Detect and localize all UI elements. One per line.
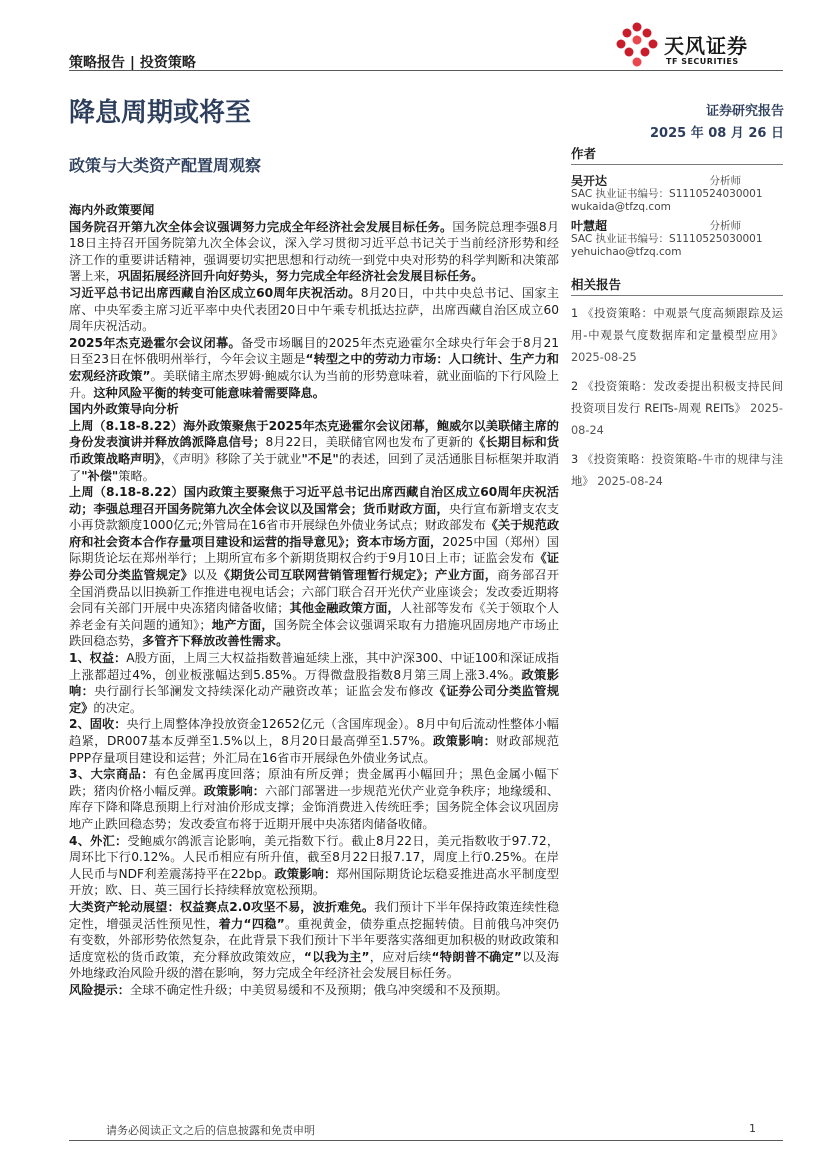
text-run: 2025中国（郑州）国际期货论坛在郑州举行；上期所宣布多个新期货期权合约于9月10日上市；证监会发布: [69, 534, 559, 566]
section-heading-overseas-news: 海内外政策要闻: [69, 203, 155, 217]
report-type: 证券研究报告: [705, 104, 784, 119]
text-run: 央行副行长邹澜发文持续深化动产融资改革；证监会发布修改: [94, 684, 434, 699]
bold-text-run: “特朗普不确定”: [431, 949, 522, 964]
text-run: 。重视黄金，债券重点挖掘转债。目前俄乌冲突仍有变数，外部形势依然复杂，在此背景下我们预计下半年要落实落细更加积极的财政政策和适度宽松的货币政策，充分释放政策效应，: [69, 916, 560, 964]
bold-text-run: 多管齐下释放改善性需求。: [142, 634, 289, 649]
text-run: 以及: [193, 568, 218, 583]
section-heading-policy-analysis: 国内外政策导向分析: [69, 402, 179, 417]
bold-text-run: 1、权益：: [69, 651, 127, 666]
paragraph-risk: [69, 982, 559, 999]
paragraph-equity: [69, 650, 559, 716]
related-report-date: 2025-08-25: [571, 351, 637, 364]
author-sac: SAC 执业证书编号：S1110525030001: [571, 233, 763, 245]
bold-text-run: 4、外汇：: [69, 833, 128, 848]
text-run: 的表述，回到了灵活通胀目标框架并取消了: [69, 451, 560, 483]
bold-text-run: 《关于规范政府和社会资本合作存量项目建设和运营的指导意见》；资本市场方面，: [69, 518, 560, 549]
bold-text-run: 《证券公司分类监管规定》: [69, 684, 560, 715]
paragraph-commodities: [69, 766, 559, 832]
bold-text-run: 地产方面，: [211, 617, 274, 632]
bold-text-run: 风险提示：: [69, 982, 130, 997]
bold-text-run: 国务院召开第九次全体会议强调努力完成全年经济社会发展目标任务。: [69, 219, 453, 234]
main-content: [69, 202, 559, 999]
text-run: 的决定。: [93, 700, 143, 715]
author-card: [571, 175, 783, 214]
bold-text-run: 大类资产轮动展望：权益赛点2.0攻坚不易，波折难免。: [69, 899, 375, 914]
paragraph-tibet-anniversary: [69, 285, 559, 335]
footer-divider: [69, 1140, 783, 1141]
company-logo: [612, 20, 784, 68]
author-role: 分析师: [709, 220, 741, 232]
text-run: A股方面，上周三大权益指数普遍延续上涨，其中沪深300、中证100和深证成指上涨都超过4%，创业板涨幅达到5.85%。万得微盘股指数8月第三周上涨3.4%。: [69, 651, 559, 682]
text-run: 人社部等发布《关于领取个人养老金有关问题的通知》；: [69, 601, 560, 632]
bold-text-run: 政策影响：: [203, 783, 266, 798]
bold-text-run: 习近平总书记出席西藏自治区成立60周年庆祝活动。: [69, 285, 361, 300]
text-run: 国务院总理李强8月18日主持召开国务院第九次全体会议，深入学习贯彻习近平总书记关于当前经济形势和经济工作的重要讲话精神，强调要切实把思想和行动统一到党中央对形势的科学判断和决策部署上来，: [69, 219, 560, 284]
author-name: 叶慧超: [571, 219, 608, 233]
bold-text-run: 《证券公司分类监管规定》: [69, 551, 559, 583]
paragraph-state-council: [69, 219, 559, 285]
text-run: 策略。: [118, 468, 155, 483]
author-role: 分析师: [709, 175, 741, 187]
bold-text-run: 其他金融政策方面，: [289, 601, 400, 616]
logo-text-en: TF SECURITIES: [666, 57, 739, 66]
bold-text-run: 上周（8.18-8.22）国内政策主要聚焦于习近平总书记出席西藏自治区成立60周年庆祝活动；李强总理召开国务院第九次全体会议以及国常会；货币财政方面，: [69, 485, 559, 516]
bold-text-run: 《期货公司互联网营销管理暂行规定》；产业方面，: [217, 568, 498, 583]
logo-mark-icon: [612, 20, 662, 68]
header-divider: [69, 70, 783, 71]
paragraph-domestic-policy: [69, 484, 559, 650]
page-number: 1: [749, 1122, 756, 1135]
text-run: 有色金属再度回落；原油有所反弹；贵金属再小幅回升；黑色金属小幅下跌；猪肉价格小幅反弹。: [69, 767, 560, 798]
report-title: 降息周期或将至: [69, 98, 252, 128]
text-run: 8月20日，中共中央总书记、国家主席、中央军委主席习近平率中央代表团20日中午乘专机抵达拉萨，出席西藏自治区成立60周年庆祝活动。: [69, 285, 560, 334]
author-email[interactable]: wukaida@tfzq.com: [571, 201, 671, 213]
bold-text-run: "补偿": [81, 468, 119, 483]
logo-text-cn: 天风证券: [664, 34, 748, 58]
bold-text-run: 政策影响：: [69, 667, 559, 699]
sidebar: [571, 144, 783, 493]
text-run: 我们预计下半年保持政策连续性稳定性，增强灵活性预见性，: [69, 899, 560, 931]
bold-text-run: 巩固拓展经济回升向好势头，努力完成全年经济社会发展目标任务。: [117, 269, 484, 284]
related-report-date: 2025-08-24: [597, 475, 663, 488]
footer-disclaimer: 请务必阅读正文之后的信息披露和免责申明: [106, 1124, 315, 1137]
text-run: 六部门部署进一步规范光伏产业竞争秩序；地缘缓和、库存下降和降息预期上行对油价形成支撑；金饰消费进入传统旺季；国务院全体会议巩固房地产止跌回稳态势；发改委宣布将于近期开展中央冻猪肉储备收储。: [69, 783, 560, 831]
text-run: 受鲍威尔鸽派言论影响，美元指数下行。截止8月22日，美元指数收于97.72，周环比下行0.12%。人民币相应有所升值，截至8月22日报7.17，周度上行0.25%。在岸人民币与NDF利差震荡持平在22bp。: [69, 833, 560, 881]
related-heading: 相关报告: [571, 275, 783, 296]
author-name: 吴开达: [571, 174, 608, 188]
bold-text-run: “以我为主”: [303, 949, 370, 964]
paragraph-fx: [69, 833, 559, 899]
text-run: 央行上周整体净投放资金12652亿元（含国库现金）。8月中旬后流动性整体小幅趋紧，DR007基本反弹至1.5%以上，8月20日最高弹至1.57%。: [69, 717, 559, 748]
bold-text-run: 政策影响：: [433, 734, 497, 748]
paragraph-fixed-income: [69, 716, 559, 766]
paragraph-asset-outlook: [69, 899, 559, 982]
related-report-date: 2025-08-24: [571, 402, 783, 437]
report-subtitle: 政策与大类资产配置周观察: [69, 156, 262, 175]
paragraph-jackson-hole: [69, 335, 559, 401]
text-run: 财政部规范PPP存量项目建设和运营；外汇局在16省市开展绿色外债业务试点。: [69, 734, 560, 765]
text-run: 8月22日，美联储官网也发布了更新的: [265, 435, 474, 450]
paragraph-overseas-policy: [69, 418, 559, 484]
bold-text-run: 3、大宗商品：: [69, 767, 154, 782]
bold-text-run: 这种风险平衡的转变可能意味着需要降息。: [93, 385, 325, 400]
bold-text-run: 着力“四稳”: [218, 916, 285, 931]
text-run: 商务部召开全国消费品以旧换新工作推进电视电话会；六部门联合召开光伏产业座谈会；发改委近期将会同有关部门开展中央冻猪肉储备收储；: [69, 568, 560, 616]
bold-text-run: “转型之中的劳动力市场：人口统计、生产力和宏观经济政策”: [69, 352, 559, 383]
related-report-title: 2 《投资策略：发改委提出积极支持民间投资项目发行 REITs-周观 REITs》: [571, 380, 783, 415]
text-run: 郑州国际期货论坛稳妥推进高水平制度型开放；欧、日、英三国行长持续释放宽松预期。: [69, 866, 560, 898]
related-report-title: 1 《投资策略：中观景气度高频跟踪及运用-中观景气度数据库和定量模型应用》: [571, 307, 783, 342]
text-run: 备受市场瞩目的2025年杰克逊霍尔全球央行年会于8月21日至23日在怀俄明州举行，今年会议主题是: [69, 335, 559, 367]
bold-text-run: 2、固收：: [69, 717, 127, 732]
bold-text-run: 《长期目标和货币政策战略声明》: [69, 435, 560, 466]
report-date: 2025 年 08 月 26 日: [650, 126, 784, 141]
text-run: ，《声明》移除了关于就业: [160, 451, 302, 466]
bold-text-run: 政策影响：: [274, 866, 337, 881]
text-run: 国务院全体会议强调采取有力措施巩固房地产市场止跌回稳态势，: [69, 617, 560, 649]
text-run: 央行宣布新增支农支小再贷款额度1000亿元;外管局在16省市开展绿色外债业务试点；财政部发布: [69, 501, 560, 533]
author-email[interactable]: yehuichao@tfzq.com: [571, 246, 682, 258]
bold-text-run: "不足": [301, 451, 339, 466]
bold-text-run: 2025年杰克逊霍尔会议闭幕。: [69, 335, 242, 350]
related-report-item[interactable]: [571, 303, 783, 369]
author-sac: SAC 执业证书编号：S1110524030001: [571, 188, 763, 200]
related-reports: [571, 275, 783, 493]
text-run: ，应对后续: [369, 949, 432, 964]
bold-text-run: 上周（8.18-8.22）海外政策聚焦于2025年杰克逊霍尔会议闭幕，鲍威尔以美联储主席的身份发表演讲并释放鸽派降息信号；: [69, 418, 559, 450]
related-report-title: 3 《投资策略：投资策略-牛市的规律与洼地》: [571, 453, 783, 488]
author-card: [571, 220, 783, 259]
authors-heading: 作者: [571, 144, 783, 165]
text-run: 以及海外地缘政治风险升级的潜在影响，努力完成全年经济社会发展目标任务。: [69, 949, 560, 981]
text-run: 。美联储主席杰罗姆·鲍威尔认为当前的形势意味着，就业面临的下行风险上升。: [69, 368, 560, 400]
text-run: 全球不确定性升级；中美贸易缓和不及预期；俄乌冲突缓和不及预期。: [129, 982, 508, 997]
related-report-item[interactable]: [571, 376, 783, 442]
related-report-item[interactable]: [571, 449, 783, 493]
report-category: 策略报告 | 投资策略: [69, 55, 196, 71]
